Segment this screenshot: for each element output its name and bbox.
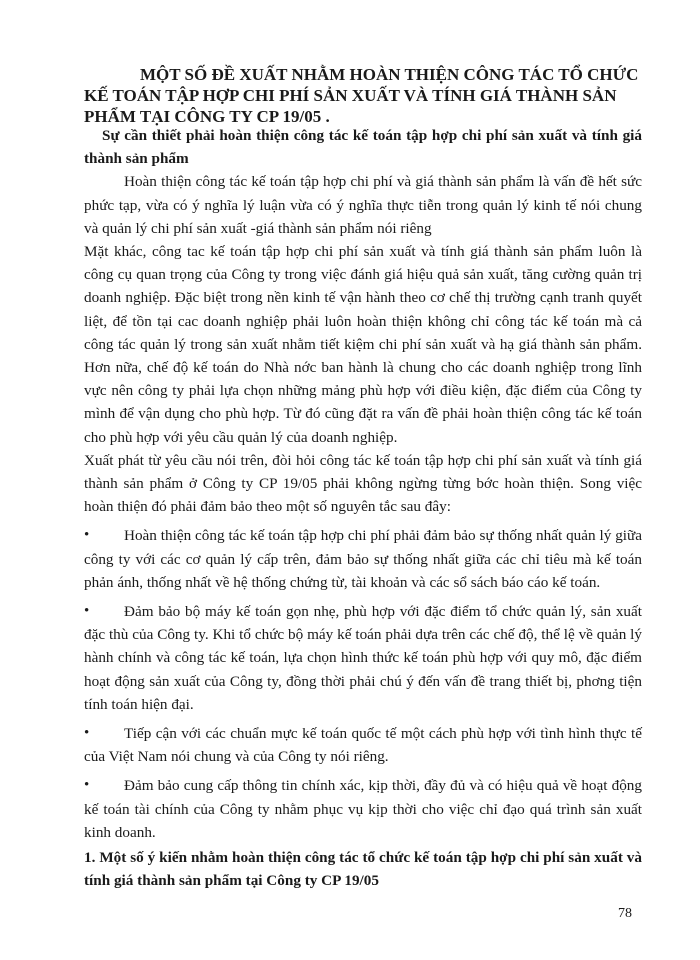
bullet-text: Đảm bảo bộ máy kế toán gọn nhẹ, phù hợp với đặc điểm tổ chức quản lý, sản xuất đặc thù của Công ty. Khi tổ chức bộ máy kế toán phải dựa trên các chế độ, thể lệ về quản lý hành chính và công tác kế toán, lựa chọn hình thức kế toán phù hợp với quy mô, đặc điểm hoạt động sản xuất của Công ty, đồng thời phải chú ý đến vấn đề trang thiết bị, phơng tiện tính toán hiện đại.: [84, 603, 642, 713]
paragraph-1: Hoàn thiện công tác kế toán tập hợp chi phí và giá thành sản phẩm là vấn đề hết sức phức tạp, vừa có ý nghĩa lý luận vừa có ý nghĩa thực tiễn trong quản lý kinh tế nói chung và quản lý chi phí sản xuất -giá thành sản phẩm nói riêng: [84, 173, 642, 237]
subheading: Sự cần thiết phải hoàn thiện công tác kế toán tập hợp chi phí sản xuất và tính giá thành sản phẩm: [84, 127, 642, 168]
document-body: [84, 124, 642, 893]
bullet-icon: •: [84, 725, 90, 742]
title-line-1: MỘT SỐ ĐỀ XUẤT NHẰM HOÀN THIỆN CÔNG TÁC TỔ CHỨC: [140, 65, 639, 84]
page-number: 78: [618, 906, 632, 921]
bullet-icon: •: [84, 603, 90, 620]
bullet-icon: •: [84, 527, 90, 544]
bullet-text: Hoàn thiện công tác kế toán tập hợp chi phí phải đảm bảo sự thống nhất quản lý giữa công ty với các cơ quản lý cấp trên, đảm bảo sự thống nhất giữa các chỉ tiêu mà kế toán phản ánh, thống nhất về hệ thống chứng từ, tài khoản và các sổ sách báo cáo kế toán.: [84, 527, 642, 591]
title-line-3: PHẨM TẠI CÔNG TY CP 19/05 .: [84, 107, 330, 126]
bullet-item: [84, 774, 642, 844]
title-line-2: KẾ TOÁN TẬP HỢP CHI PHÍ SẢN XUẤT VÀ TÍNH GIÁ THÀNH SẢN: [84, 86, 617, 105]
section-heading: 1. Một số ý kiến nhằm hoàn thiện công tác tổ chức kế toán tập hợp chi phí sản xuất và tính giá thành sản phẩm tại Công ty CP 19/05: [84, 849, 642, 890]
bullet-item: [84, 600, 642, 716]
bullet-item: [84, 524, 642, 594]
bullet-text: Đảm bảo cung cấp thông tin chính xác, kịp thời, đầy đủ và có hiệu quả về hoạt động kế toán tài chính của Công ty nhằm phục vụ kịp thời cho việc chỉ đạo quá trình sản xuất kinh doanh.: [84, 777, 642, 841]
bullet-text: Tiếp cận với các chuẩn mực kế toán quốc tế một cách phù hợp với tình hình thực tế của Việt Nam nói chung và của Công ty nói riêng.: [84, 725, 642, 766]
document-title: [84, 64, 654, 127]
paragraph-2: Mặt khác, công tac kế toán tập hợp chi phí sản xuất và tính giá thành sản phẩm luôn là công cụ quan trọng của Công ty trong việc đánh giá hiệu quả sản xuất, tăng cường quản trị doanh nghiệp. Đặc biệt trong nền kinh tế vận hành theo cơ chế thị trường cạnh tranh quyết liệt, để tồn tại cac doanh nghiệp phải luôn hoàn thiện không chỉ công tác kế toán mà cả công tác quản lý trong sản xuất nhằm tiết kiệm chi phí sản xuất và hạ giá thành sản phẩm. Hơn nữa, chế độ kế toán do Nhà nớc ban hành là chung cho các doanh nghiệp trong lĩnh vực nên công ty phải lựa chọn những mảng phù hợp với điều kiện, đặc điểm của Công ty mình để vận dụng cho phù hợp. Từ đó cũng đặt ra vấn đề phải hoàn thiện công tác kế toán cho phù hợp với yêu cầu quản lý của doanh nghiệp.: [84, 243, 642, 446]
bullet-icon: •: [84, 777, 90, 794]
paragraph-3: Xuất phát từ yêu cầu nói trên, đòi hỏi công tác kế toán tập hợp chi phí sản xuất và tính giá thành sản phẩm ở Công ty CP 19/05 phải không ngừng từng bớc hoàn thiện. Song việc hoàn thiện đó phải đảm bảo theo một số nguyên tắc sau đây:: [84, 451, 642, 516]
bullet-item: [84, 722, 642, 768]
